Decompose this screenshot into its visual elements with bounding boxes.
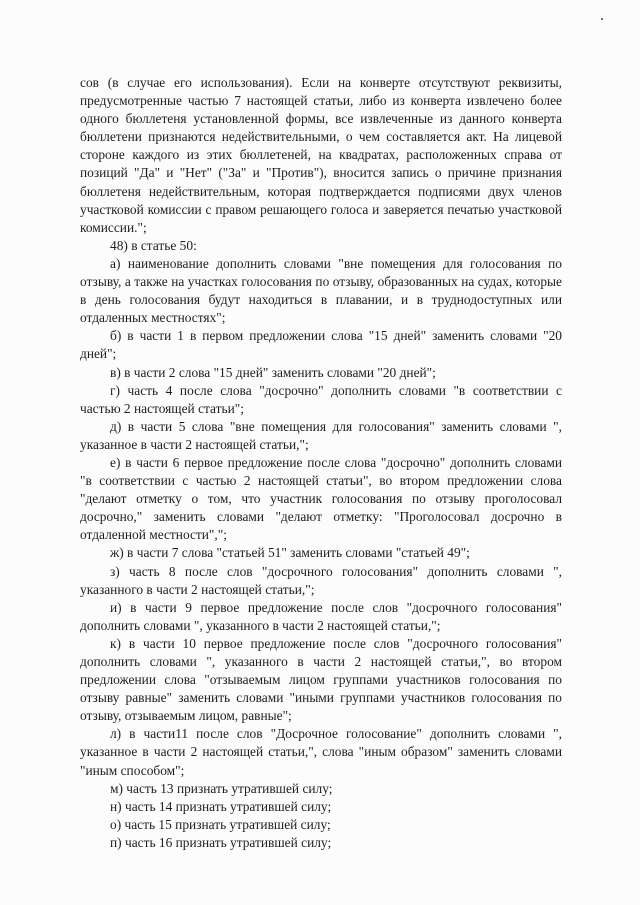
paragraph-item-g: г) часть 4 после слова "досрочно" дополнить словами "в соответствии с частью 2 настоящей статьи"; bbox=[80, 382, 562, 416]
paragraph-item-a: а) наименование дополнить словами "вне помещения для голосования по отзыву, а также на участках голосования по отзыву, образованных на судах, которые в день голосования будут находиться в плавании, и в труднодоступных или отдаленных местностях"; bbox=[80, 255, 562, 326]
document-body bbox=[80, 74, 562, 852]
paragraph-item-z: з) часть 8 после слов "досрочного голосования" дополнить словами ", указанного в части 2 настоящей статьи,"; bbox=[80, 563, 562, 597]
paragraph-item-o: о) часть 15 признать утратившей силу; bbox=[110, 816, 331, 832]
paragraph-item-e: е) в части 6 первое предложение после слова "досрочно" дополнить словами "в соответствии с частью 2 настоящей статьи", во втором предложении слова "делают отметку о том, что участник голосования по отзыву проголосовал досрочно," заменить словами "делают отметку: "Проголосовал досрочно в отдаленной местности","; bbox=[80, 454, 562, 543]
paragraph-item-v: в) в части 2 слова "15 дней" заменить словами "20 дней"; bbox=[110, 364, 436, 380]
paragraph-item-b: б) в части 1 в первом предложении слова "15 дней" заменить словами "20 дней"; bbox=[80, 328, 562, 362]
paragraph-item-i: и) в части 9 первое предложение после слов "досрочного голосования" дополнить словами ", указанного в части 2 настоящей статьи,"; bbox=[80, 599, 562, 633]
paragraph-item-k: к) в части 10 первое предложение после слов "досрочного голосования" дополнить словами ", указанного в части 2 настоящей статьи,", во втором предложении слова "отзываемым лицом группами участников голосования по отзыву равные" заменить словами "иными группами участников голосования по отзыву, отзываемым лицом, равные"; bbox=[80, 635, 562, 724]
scan-mark bbox=[601, 18, 603, 20]
paragraph-item-m: м) часть 13 признать утратившей силу; bbox=[110, 780, 333, 796]
paragraph-item-d: д) в части 5 слова "вне помещения для голосования" заменить словами ", указанное в части 2 настоящей статьи,"; bbox=[80, 418, 562, 452]
paragraph-item-n: н) часть 14 признать утратившей силу; bbox=[110, 798, 332, 814]
paragraph-item-48: 48) в статье 50: bbox=[110, 237, 197, 253]
paragraph-item-l: л) в части11 после слов "Досрочное голосование" дополнить словами ", указанное в части 2 настоящей статьи,", слова "иным образом" заменить словами "иным способом"; bbox=[80, 726, 562, 778]
paragraph-item-p: п) часть 16 признать утратившей силу; bbox=[110, 834, 332, 850]
paragraph-continuation: сов (в случае его использования). Если на конверте отсутствуют реквизиты, предусмотренные частью 7 настоящей статьи, либо из конверта извлечено более одного бюллетеня установленной формы, все извлеченные из данного конверта бюллетени признаются недействительными, о чем составляется акт. На лицевой стороне каждого из этих бюллетеней, на квадратах, расположенных справа от позиций "Да" и "Нет" ("За" и "Против"), вносится запись о причине признания бюллетеня недействительным, которая подтверждается подписями двух членов участковой комиссии с правом решающего голоса и заверяется печатью участковой комиссии."; bbox=[80, 75, 562, 235]
paragraph-item-zh: ж) в части 7 слова "статьей 51" заменить словами "статьей 49"; bbox=[110, 545, 470, 561]
